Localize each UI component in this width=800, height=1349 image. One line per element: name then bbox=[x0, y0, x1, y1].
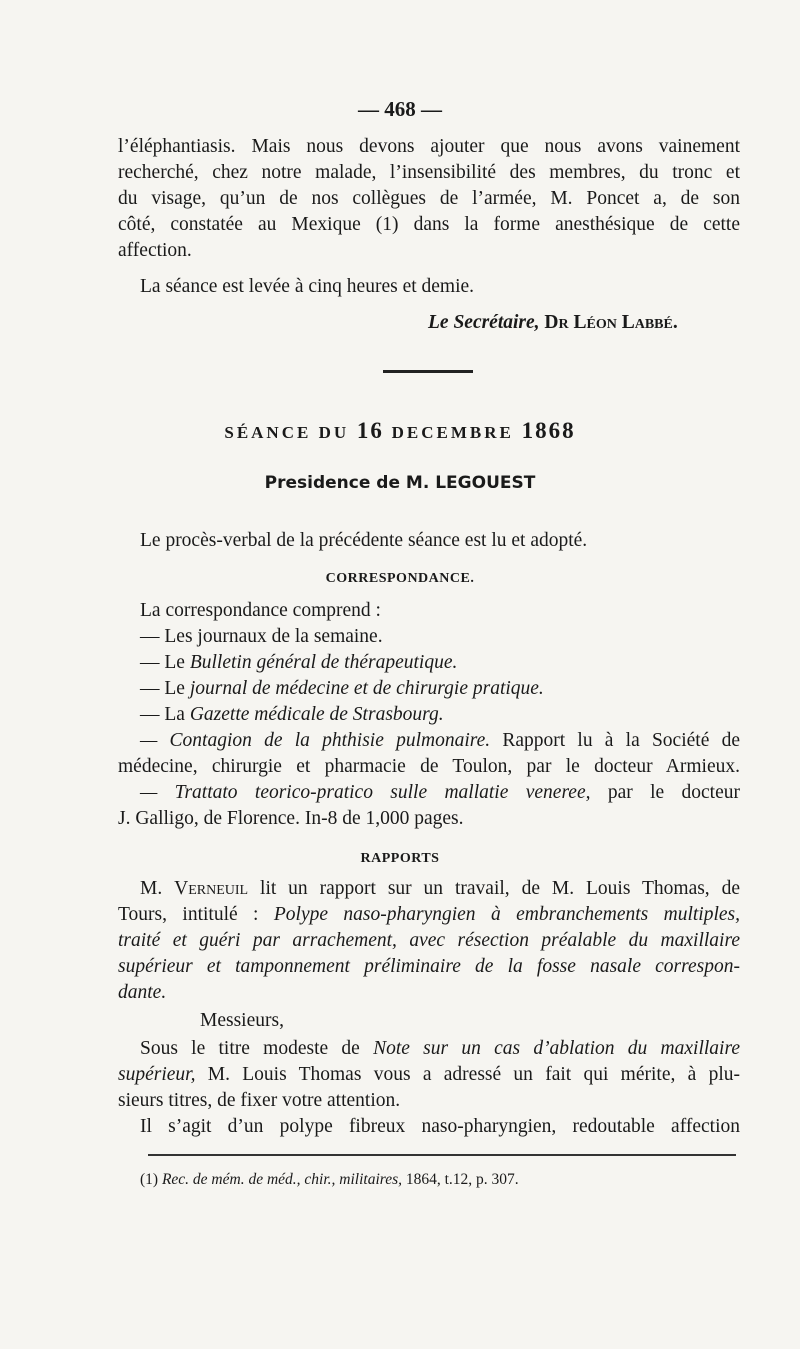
footnote-divider bbox=[148, 1154, 736, 1156]
session-heading bbox=[0, 418, 800, 446]
text-line: J. Galligo, de Florence. In-8 de 1,000 pages. bbox=[118, 808, 464, 829]
page-number: — 468 — bbox=[358, 97, 442, 121]
secretary-name: Dr Léon Labbé. bbox=[544, 312, 678, 333]
footnote-source: Rec. de mém. de méd., chir., militaires, bbox=[161, 1171, 402, 1188]
text-line: du visage, qu’un de nos collègues de l’armée, M. Poncet a, de son bbox=[118, 188, 740, 209]
body-line: Il s’agit d’un polype fibreux naso-pharyngien, redoutable affection bbox=[140, 1116, 740, 1137]
item-prefix: — bbox=[140, 626, 165, 647]
title-part: supérieur, bbox=[118, 1064, 196, 1085]
text-line: recherché, chez notre malade, l’insensibilité des membres, du tronc et bbox=[118, 162, 740, 183]
text-part: lit un rapport sur un travail, de M. Louis Thomas, de bbox=[248, 878, 740, 899]
footnote-ref: 1864, t.12, p. 307. bbox=[402, 1171, 519, 1188]
text-line: l’éléphantiasis. Mais nous devons ajouter que nous avons vainement bbox=[118, 136, 740, 157]
correspondance-heading: CORRESPONDANCE. bbox=[325, 571, 475, 586]
item-text: Bulletin général de thérapeutique. bbox=[189, 652, 458, 673]
session-prefix: SÉANCE DU bbox=[224, 423, 350, 442]
rapport-line bbox=[140, 876, 740, 902]
session-month: DECEMBRE bbox=[391, 423, 514, 442]
list-item bbox=[140, 650, 457, 676]
rapports-heading: RAPPORTS bbox=[360, 851, 440, 866]
text-line: côté, constatée au Mexique (1) dans la forme anesthésique de cette bbox=[118, 214, 740, 235]
closing-text: La séance est levée à cinq heures et demie. bbox=[140, 276, 475, 297]
item-prefix: — Le bbox=[140, 678, 190, 699]
body-line bbox=[118, 1062, 740, 1088]
section-divider bbox=[383, 370, 473, 373]
list-item bbox=[140, 624, 383, 650]
contagion-rest: Rapport lu à la Société de bbox=[490, 730, 740, 751]
contagion-title: — Contagion de la phthisie pulmonaire. bbox=[140, 730, 491, 751]
item-text: Gazette médicale de Strasbourg. bbox=[189, 704, 444, 725]
trattato-rest: par le docteur bbox=[590, 782, 740, 803]
footnote-number: (1) bbox=[140, 1171, 159, 1188]
contagion-line bbox=[140, 728, 740, 754]
proces-verbal: Le procès-verbal de la précédente séance est lu et adopté. bbox=[140, 530, 588, 551]
text-part: Tours, intitulé : bbox=[118, 904, 274, 925]
author-name: Verneuil bbox=[174, 878, 249, 899]
rapport-line bbox=[118, 902, 740, 928]
session-day: 16 bbox=[356, 418, 384, 443]
list-item bbox=[140, 702, 444, 728]
body-line bbox=[140, 1036, 740, 1062]
session-year: 1868 bbox=[521, 418, 576, 443]
trattato-title: — Trattato teorico-pratico sulle mallatie veneree, bbox=[140, 782, 591, 803]
list-item bbox=[140, 676, 544, 702]
text-part: M. bbox=[140, 878, 175, 899]
body-line: sieurs titres, de fixer votre attention. bbox=[118, 1090, 401, 1111]
item-prefix: — La bbox=[140, 704, 190, 725]
footnote bbox=[140, 1167, 519, 1193]
rapport-line: dante. bbox=[118, 982, 167, 1003]
item-prefix: — Le bbox=[140, 652, 190, 673]
title-part: Note sur un cas d’ablation du maxillaire bbox=[373, 1038, 740, 1059]
title-part: Polype naso-pharyngien à embranchements multiples, bbox=[273, 904, 741, 925]
text-line: médecine, chirurgie et pharmacie de Toulon, par le docteur Armieux. bbox=[118, 756, 740, 777]
text-line: affection. bbox=[118, 240, 192, 261]
presidence-line: Presidence de M. LEGOUEST bbox=[264, 473, 536, 493]
text-part: Sous le titre modeste de bbox=[140, 1038, 374, 1059]
item-text: journal de médecine et de chirurgie pratique. bbox=[189, 678, 544, 699]
trattato-line bbox=[140, 780, 740, 806]
item-text: Les journaux de la semaine. bbox=[164, 626, 383, 647]
salutation: Messieurs, bbox=[200, 1010, 284, 1031]
rapport-line: supérieur et tamponnement préliminaire de la fosse nasale correspon- bbox=[118, 956, 740, 977]
signature bbox=[428, 310, 678, 336]
correspondance-intro: La correspondance comprend : bbox=[140, 600, 381, 621]
rapport-line: traité et guéri par arrachement, avec résection préalable du maxillaire bbox=[118, 930, 740, 951]
secretary-label: Le Secrétaire, bbox=[428, 312, 540, 333]
text-part: M. Louis Thomas vous a adressé un fait qui mérite, à plu- bbox=[195, 1064, 740, 1085]
